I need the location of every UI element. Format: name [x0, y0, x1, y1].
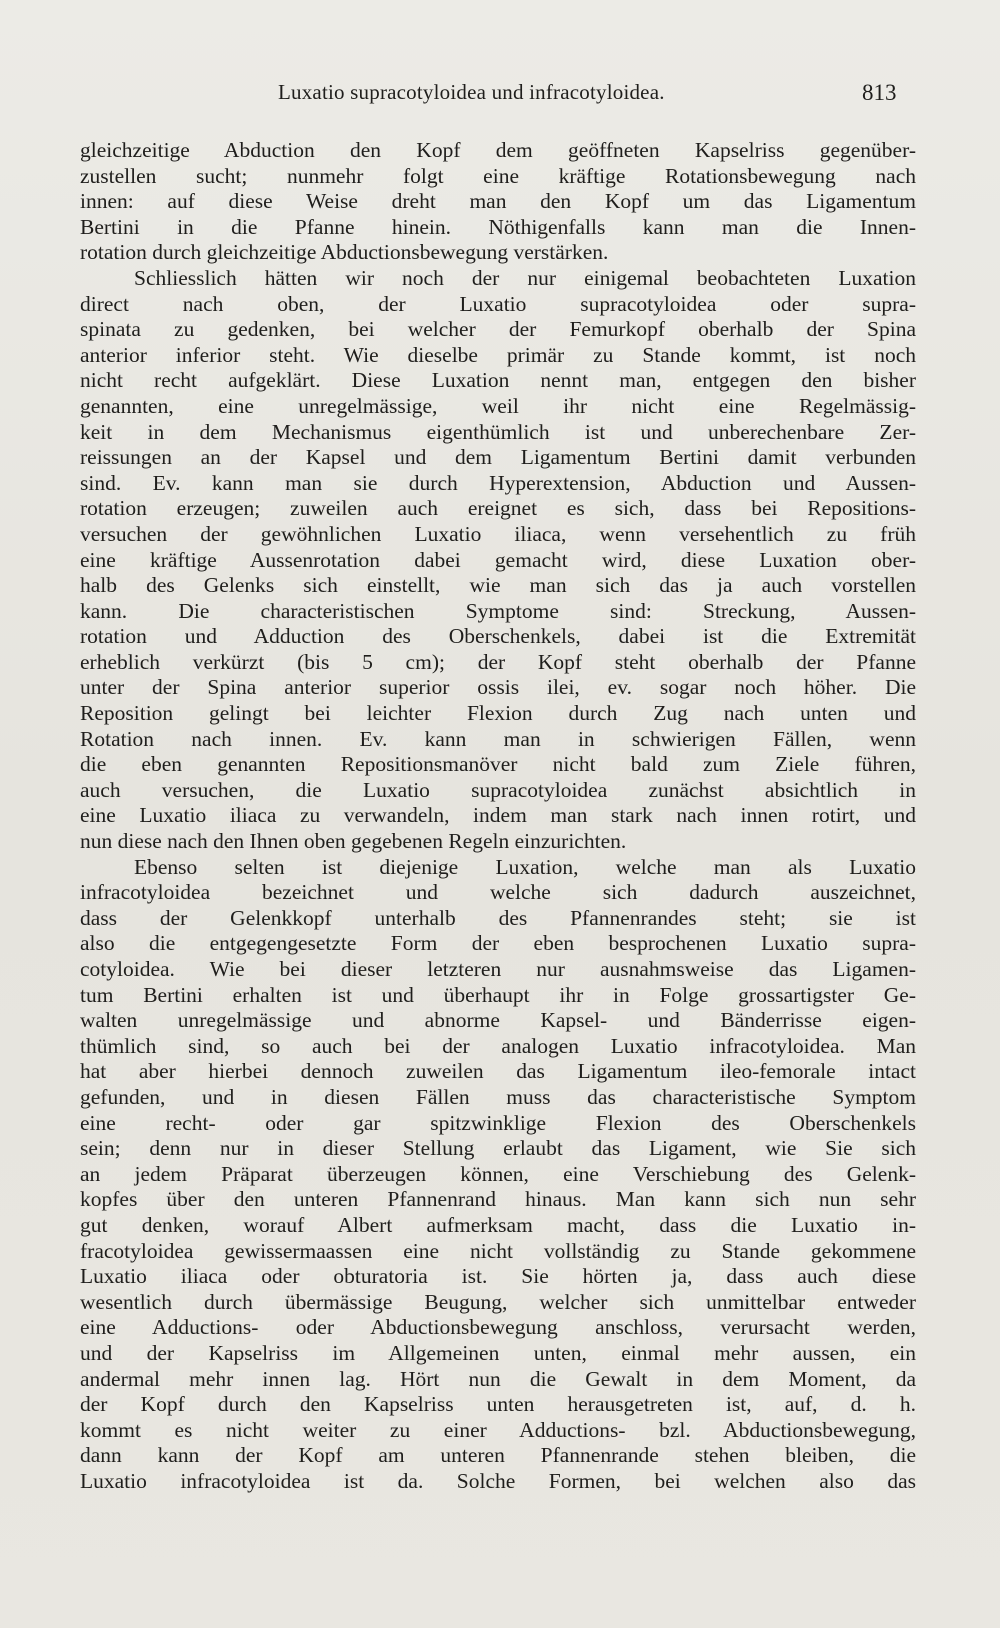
text-line: die eben genannten Repositionsmanöver nicht bald zum Ziele führen,: [80, 752, 916, 777]
text-line: Bertini in die Pfanne hinein. Nöthigenfalls kann man die Innen-: [80, 214, 916, 239]
text-line: Reposition gelingt bei leichter Flexion durch Zug nach unten und: [80, 701, 916, 726]
text-line: der Kopf durch den Kapselriss unten herausgetreten ist, auf, d. h.: [80, 1392, 916, 1417]
text-line: Luxatio iliaca oder obturatoria ist. Sie hörten ja, dass auch diese: [80, 1264, 916, 1289]
text-line: unter der Spina anterior superior ossis ilei, ev. sogar noch höher. Die: [80, 675, 916, 700]
text-line: genannten, eine unregelmässige, weil ihr nicht eine Regelmässig-: [80, 393, 916, 418]
body-text: [80, 138, 916, 1494]
text-line: rotation und Adduction des Oberschenkels, dabei ist die Extremität: [80, 624, 916, 649]
text-line: anterior inferior steht. Wie dieselbe primär zu Stande kommt, ist noch: [80, 342, 916, 367]
text-line: Rotation nach innen. Ev. kann man in schwierigen Fällen, wenn: [80, 726, 916, 751]
text-line: hat aber hierbei dennoch zuweilen das Ligamentum ileo-femorale intact: [80, 1059, 916, 1084]
text-line: walten unregelmässige und abnorme Kapsel- und Bänderrisse eigen-: [80, 1008, 916, 1033]
text-line: eine Luxatio iliaca zu verwandeln, indem man stark nach innen rotirt, und: [80, 803, 916, 828]
text-line: und der Kapselriss im Allgemeinen unten, einmal mehr aussen, ein: [80, 1340, 916, 1365]
text-line: andermal mehr innen lag. Hört nun die Gewalt in dem Moment, da: [80, 1366, 916, 1391]
text-line: direct nach oben, der Luxatio supracotyloidea oder supra-: [80, 291, 916, 316]
text-line: infracotyloidea bezeichnet und welche sich dadurch auszeichnet,: [80, 880, 916, 905]
text-line: gleichzeitige Abduction den Kopf dem geöffneten Kapselriss gegenüber-: [80, 138, 916, 162]
text-line: versuchen der gewöhnlichen Luxatio iliaca, wenn versehentlich zu früh: [80, 521, 916, 546]
text-line: eine Adductions- oder Abductionsbewegung anschloss, verursacht werden,: [80, 1315, 916, 1340]
text-line: Luxatio infracotyloidea ist da. Solche Formen, bei welchen also das: [80, 1468, 916, 1493]
text-line: gefunden, und in diesen Fällen muss das characteristische Symptom: [80, 1084, 916, 1109]
text-line: Schliesslich hätten wir noch der nur einigemal beobachteten Luxation: [134, 265, 916, 290]
text-line: gut denken, worauf Albert aufmerksam macht, dass die Luxatio in-: [80, 1212, 916, 1237]
text-line: zustellen sucht; nunmehr folgt eine kräftige Rotationsbewegung nach: [80, 163, 916, 188]
text-line: erheblich verkürzt (bis 5 cm); der Kopf steht oberhalb der Pfanne: [80, 649, 916, 674]
text-line: sind. Ev. kann man sie durch Hyperextension, Abduction und Aussen-: [80, 470, 916, 495]
text-line: wesentlich durch übermässige Beugung, welcher sich unmittelbar entweder: [80, 1289, 916, 1314]
text-line: reissungen an der Kapsel und dem Ligamentum Bertini damit verbunden: [80, 445, 916, 470]
text-line: nun diese nach den Ihnen oben gegebenen Regeln einzurichten.: [80, 829, 627, 854]
text-line: dass der Gelenkkopf unterhalb des Pfannenrandes steht; sie ist: [80, 905, 916, 930]
text-line: Ebenso selten ist diejenige Luxation, welche man als Luxatio: [134, 854, 916, 879]
text-line: rotation erzeugen; zuweilen auch ereignet es sich, dass bei Repositions-: [80, 496, 916, 521]
text-line: rotation durch gleichzeitige Abductionsbewegung verstärken.: [80, 240, 609, 265]
text-line: an jedem Präparat überzeugen können, eine Verschiebung des Gelenk-: [80, 1161, 916, 1186]
text-line: thümlich sind, so auch bei der analogen Luxatio infracotyloidea. Man: [80, 1033, 916, 1058]
text-line: kopfes über den unteren Pfannenrand hinaus. Man kann sich nun sehr: [80, 1187, 916, 1212]
page-number: 813: [862, 80, 897, 105]
text-line: fracotyloidea gewissermaassen eine nicht vollständig zu Stande gekommene: [80, 1238, 916, 1263]
text-line: kann. Die characteristischen Symptome sind: Streckung, Aussen-: [80, 598, 916, 623]
text-line: halb des Gelenks sich einstellt, wie man sich das ja auch vorstellen: [80, 573, 916, 598]
text-line: also die entgegengesetzte Form der eben besprochenen Luxatio supra-: [80, 931, 916, 956]
text-line: tum Bertini erhalten ist und überhaupt ihr in Folge grossartigster Ge-: [80, 982, 916, 1007]
text-line: keit in dem Mechanismus eigenthümlich ist und unberechenbare Zer-: [80, 419, 916, 444]
text-line: auch versuchen, die Luxatio supracotyloidea zunächst absichtlich in: [80, 777, 916, 802]
text-line: kommt es nicht weiter zu einer Adductions- bzl. Abductionsbewegung,: [80, 1417, 916, 1442]
running-title: Luxatio supracotyloidea und infracotyloidea.: [278, 80, 665, 104]
text-line: innen: auf diese Weise dreht man den Kopf um das Ligamentum: [80, 189, 916, 214]
text-line: dann kann der Kopf am unteren Pfannenrande stehen bleiben, die: [80, 1443, 916, 1468]
text-line: nicht recht aufgeklärt. Diese Luxation nennt man, entgegen den bisher: [80, 368, 916, 393]
text-line: spinata zu gedenken, bei welcher der Femurkopf oberhalb der Spina: [80, 317, 916, 342]
text-line: eine kräftige Aussenrotation dabei gemacht wird, diese Luxation ober-: [80, 547, 916, 572]
text-line: sein; denn nur in dieser Stellung erlaubt das Ligament, wie Sie sich: [80, 1136, 916, 1161]
text-line: cotyloidea. Wie bei dieser letzteren nur ausnahmsweise das Ligamen-: [80, 957, 916, 981]
text-line: eine recht- oder gar spitzwinklige Flexion des Oberschenkels: [80, 1110, 916, 1135]
